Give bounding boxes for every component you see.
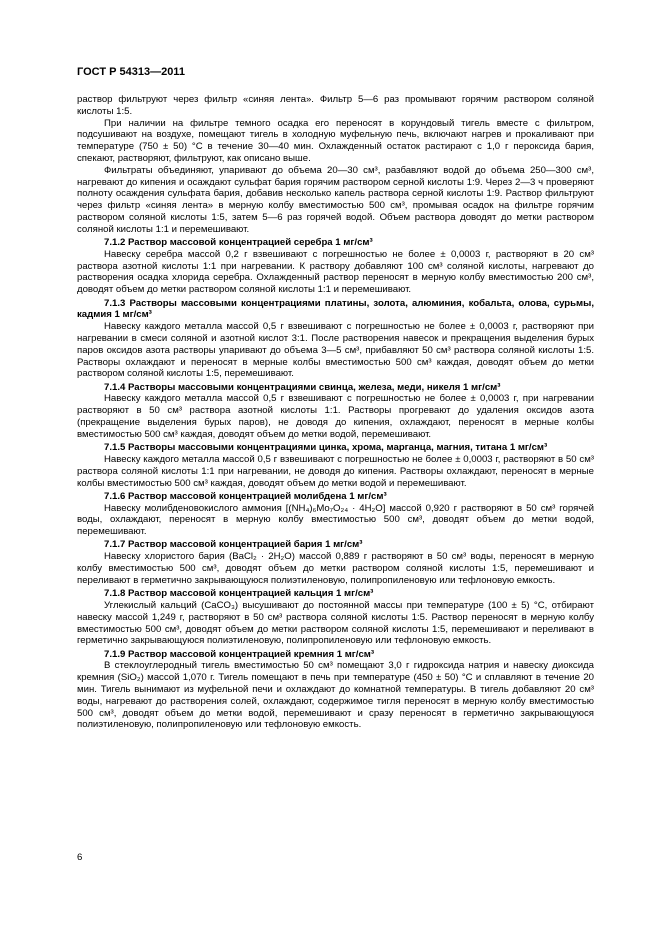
paragraph-continuation: раствор фильтруют через фильтр «синяя лента». Фильтр 5—6 раз промывают горячим раствором соляной кислоты 1:5.: [77, 94, 594, 117]
paragraph-barium: Навеску хлористого бария (BaCl₂ · 2H₂O) массой 0,889 г растворяют в 50 см³ воды, переносят в мерную колбу вместимостью 500 см³, доводят объем до метки раствором соляной кислоты 1:5, перемешивают и переливают в герметично закрывающуюся полиэтиленовую, полипропиленовую или тефлоновую емкость.: [77, 551, 594, 586]
page-header: ГОСТ Р 54313—2011: [77, 66, 185, 78]
section-heading-7-1-8: 7.1.8 Раствор массовой концентрацией кальция 1 мг/см³: [104, 588, 374, 600]
section-heading-7-1-7: 7.1.7 Раствор массовой концентрацией бария 1 мг/см³: [104, 539, 363, 551]
section-heading-7-1-3: 7.1.3 Растворы массовыми концентрациями платины, золота, алюминия, кобальта, олова, сурьмы, кадмия 1 мг/см³: [77, 297, 594, 321]
paragraph-filtrates: Фильтраты объединяют, упаривают до объема 20—30 см³, разбавляют водой до объема 250—300 см³, нагревают до кипения и осаждают сульфат бария горячим раствором серной кислоты 1:9. Через 2—3 ч проверяют полноту осаждения сульфата бария, добавив несколько капель раствора серной кислоты 1:9. Раствор фильтруют через фильтр «синяя лента» в мерную колбу вместимостью 500 см³, промывая осадок на фильтре горячим раствором соляной кислоты 1:5, затем 5—6 раз горячей водой. Объем раствора доводят до метки раствором соляной кислоты 1:1 и перемешивают.: [77, 164, 594, 235]
paragraph-zinc-group: Навеску каждого металла массой 0,5 г взвешивают с погрешностью не более ± 0,0003 г, растворяют в 50 см³ раствора соляной кислоты 1:1 при нагревании, не доводя до кипения. Растворы охлаждают, переносят в мерные колбы вместимостью 500 см³ каждая, доводят объем до метки водой и перемешивают.: [77, 453, 594, 489]
section-heading-7-1-5: 7.1.5 Растворы массовыми концентрациями цинка, хрома, марганца, магния, титана 1 мг/см³: [104, 442, 548, 454]
paragraph-dark-residue: При наличии на фильтре темного осадка его переносят в корундовый тигель вместе с фильтром, подсушивают на воздухе, помещают тигель в холодную муфельную печь, включают нагрев и прокаливают при температуре (750 ± 50) °С в течение 30—40 мин. Охлажденный остаток растирают с 1,0 г пероксида бария, спекают, растворяют, фильтруют, как описано выше.: [77, 117, 594, 164]
paragraph-silicon: В стеклоуглеродный тигель вместимостью 50 см³ помещают 3,0 г гидроксида натрия и навеску диоксида кремния (SiO₂) массой 1,070 г. Тигель помещают в печь при температуре (450 ± 50) °С и сплавляют в течение 20 мин. Тигель вынимают из муфельной печи и охлаждают до комнатной температуры. В тигель добавляют 20 см³ воды, нагревают до растворения солей, охлаждают, содержимое тигля переносят в мерную колбу вместимостью 500 см³, доводят объем до метки водой, перемешивают и сразу переносят в герметично закрывающуюся полиэтиленовую, полипропиленовую или тефлоновую емкость.: [77, 660, 594, 731]
document-body: [77, 94, 594, 731]
paragraph-calcium: Углекислый кальций (CaCO₃) высушивают до постоянной массы при температуре (100 ± 5) °С, отбирают навеску массой 1,249 г, растворяют в 50 см³ раствора соляной кислоты 1:5. Раствор переносят в мерную колбу вместимостью 500 см³, доводят объем до метки раствором соляной кислоты 1:5, перемешивают и переливают в герметично закрывающуюся полиэтиленовую, полипропиленовую или тефлоновую емкость.: [77, 599, 594, 647]
paragraph-lead-group: Навеску каждого металла массой 0,5 г взвешивают с погрешностью не более ± 0,0003 г, при нагревании растворяют в 50 см³ раствора азотной кислоты 1:1. Растворы прогревают до удаления оксидов азота (прекращение выделения бурых паров), не доводя до кипения, охлаждают, переносят в мерные колбы вместимостью 500 см³ каждая, доводят объем до метки водой, перемешивают.: [77, 393, 594, 440]
section-heading-7-1-4: 7.1.4 Растворы массовыми концентрациями свинца, железа, меди, никеля 1 мг/см³: [104, 381, 501, 393]
section-heading-7-1-9: 7.1.9 Раствор массовой концентрацией кремния 1 мг/см³: [104, 648, 375, 660]
page-number: 6: [77, 852, 83, 863]
section-heading-7-1-2: 7.1.2 Раствор массовой концентрацией серебра 1 мг/см³: [104, 237, 373, 249]
paragraph-molybdenum: Навеску молибденовокислого аммония [(NH₄)₆Mo₇O₂₄ · 4H₂O] массой 0,920 г растворяют в 50 см³ горячей воды, охлаждают, переносят в мерную колбу вместимостью 500 см³, доводят объем до метки водой, перемешивают.: [77, 502, 594, 538]
section-heading-7-1-6: 7.1.6 Раствор массовой концентрацией молибдена 1 мг/см³: [104, 490, 387, 502]
paragraph-silver: Навеску серебра массой 0,2 г взвешивают с погрешностью не более ± 0,0003 г, растворяют в 20 см³ раствора азотной кислоты 1:1 при нагревании. К раствору добавляют 100 см³ соляной кислоты, нагревают до растворения осадка хлорида серебра. Охлажденный раствор переносят в мерную колбу вместимостью 200 см³, доводят объем до метки раствором соляной кислоты 1:1 и перемешивают.: [77, 248, 594, 296]
paragraph-platinum-group: Навеску каждого металла массой 0,5 г взвешивают с погрешностью не более ± 0,0003 г, растворяют при нагревании в смеси соляной и азотной кислот 3:1. После растворения навесок и прекращения выделения бурых паров оксидов азота растворы упаривают до объема 3—5 см³, прибавляют 50 см³ раствора соляной кислоты 1:5. Растворы охлаждают и переносят в мерные колбы вместимостью 500 см³ каждая, доводят объем до метки раствором соляной кислоты 1:5, перемешивают.: [77, 321, 594, 380]
